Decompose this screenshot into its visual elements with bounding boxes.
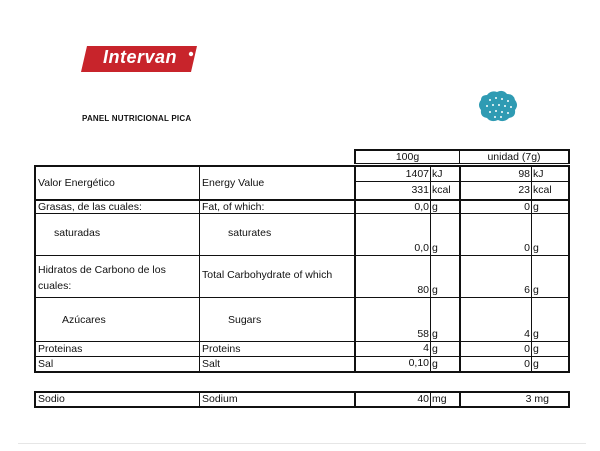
carbs-unit-unit: g — [533, 284, 539, 296]
salt-unit: 0 — [524, 357, 530, 370]
fat-unit: 0 — [524, 200, 530, 213]
energy-100g-kj: 1407 — [405, 167, 429, 180]
salt-100g: 0,10 — [408, 357, 429, 369]
carbs-unit: 6 — [524, 284, 530, 296]
row-proteins-en: Proteins — [202, 342, 241, 355]
row-carbs-en: Total Carbohydrate of which — [202, 269, 333, 281]
row-sugars-en: Sugars — [228, 314, 262, 326]
energy-unit-kcal-unit: kcal — [533, 184, 552, 196]
header-100g: 100g — [395, 150, 420, 163]
energy-100g-kcal-unit: kcal — [432, 184, 451, 196]
proteins-100g: 4 — [423, 342, 429, 354]
row-saturates-es: saturadas — [54, 227, 101, 239]
energy-unit-kcal: 23 — [518, 184, 530, 196]
energy-100g-kj-unit: kJ — [432, 167, 443, 180]
row-saturates-en: saturates — [228, 227, 272, 239]
saturates-100g: 0,0 — [414, 242, 429, 254]
row-sugars-es: Azúcares — [62, 314, 106, 326]
proteins-100g-unit: g — [432, 342, 438, 355]
proteins-unit: 0 — [524, 342, 530, 355]
bottom-divider — [18, 443, 586, 444]
sodium-100g-unit: mg — [432, 393, 447, 405]
energy-unit-kj-unit: kJ — [533, 167, 544, 180]
row-energy-es: Valor Energético — [38, 176, 115, 189]
saturates-unit: 0 — [524, 242, 530, 254]
fat-unit-unit: g — [533, 200, 539, 213]
row-carbs-es: Hidratos de Carbono de los cuales: — [38, 264, 166, 292]
intervan-logo — [79, 44, 199, 74]
fat-100g-unit: g — [432, 200, 438, 213]
row-fat-es: Grasas, de las cuales: — [38, 200, 142, 213]
sodium-unit: 3 mg — [525, 393, 549, 405]
sugars-unit: 4 — [524, 328, 530, 340]
energy-unit-kj: 98 — [518, 167, 530, 180]
panel-title: PANEL NUTRICIONAL PICA — [82, 114, 192, 123]
sugars-100g: 58 — [417, 328, 429, 340]
sugars-100g-unit: g — [432, 328, 438, 340]
cookie-icon — [477, 89, 519, 123]
salt-unit-unit: g — [533, 357, 539, 370]
proteins-unit-unit: g — [533, 342, 539, 355]
fat-100g: 0,0 — [414, 200, 429, 213]
salt-100g-unit: g — [432, 357, 438, 370]
saturates-unit-unit: g — [533, 242, 539, 254]
row-salt-en: Salt — [202, 357, 221, 370]
carbs-100g: 80 — [417, 284, 429, 296]
energy-100g-kcal: 331 — [411, 184, 429, 196]
saturates-100g-unit: g — [432, 242, 438, 254]
row-sodium-en: Sodium — [202, 393, 238, 405]
sodium-100g: 40 — [417, 393, 429, 405]
header-unit: unidad (7g) — [487, 150, 541, 163]
row-sodium-es: Sodio — [38, 393, 65, 405]
row-energy-en: Energy Value — [202, 176, 265, 189]
sugars-unit-unit: g — [533, 328, 539, 340]
logo-text: Intervan — [103, 47, 178, 67]
row-salt-es: Sal — [38, 357, 54, 370]
row-fat-en: Fat, of which: — [202, 200, 265, 213]
row-proteins-es: Proteinas — [38, 342, 83, 355]
carbs-100g-unit: g — [432, 284, 438, 296]
